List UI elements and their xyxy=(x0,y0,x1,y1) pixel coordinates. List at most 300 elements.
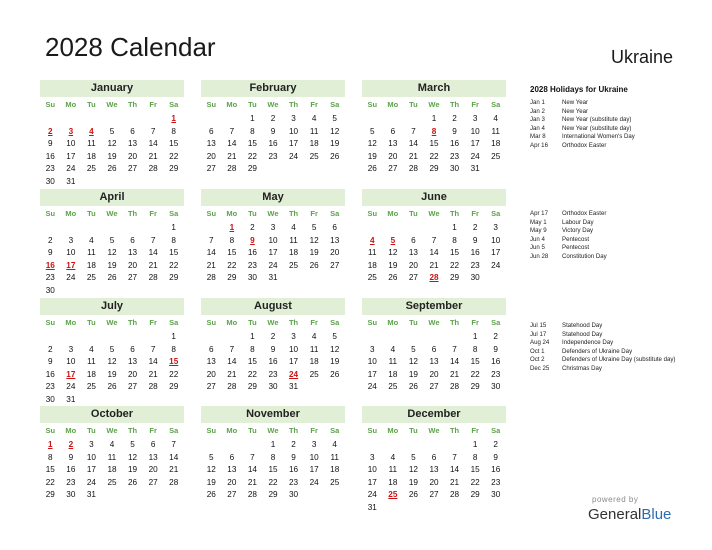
day-cell: 17 xyxy=(66,151,76,161)
day-cell: 9 xyxy=(48,357,53,367)
day-cell: 19 xyxy=(128,465,138,475)
day-cell: 10 xyxy=(66,139,76,149)
day-cell: 6 xyxy=(209,344,214,354)
day-cell: 5 xyxy=(209,452,214,462)
month-header: April xyxy=(40,189,184,206)
day-cell: 18 xyxy=(86,151,96,161)
holiday-day: 2 xyxy=(48,126,53,136)
holiday-name: Constitution Day xyxy=(562,252,607,260)
day-cell: 30 xyxy=(491,490,501,500)
empty-day xyxy=(201,439,222,452)
day-cell: 25 xyxy=(289,260,299,270)
day-cell: 25 xyxy=(309,369,319,379)
day-cell: 27 xyxy=(128,273,138,283)
day-cell: 7 xyxy=(250,452,255,462)
holiday-date: Jul 17 xyxy=(530,330,547,338)
day-cell: 7 xyxy=(150,235,156,245)
holiday-day: 15 xyxy=(169,357,179,367)
day-cell: 6 xyxy=(130,235,135,245)
empty-day xyxy=(81,222,102,235)
day-cell: 19 xyxy=(388,260,398,270)
weekday-label: Sa xyxy=(330,318,340,327)
day-cell: 21 xyxy=(429,260,439,270)
day-cell: 27 xyxy=(206,382,216,392)
holiday-name: New Year (substitute day) xyxy=(562,124,632,132)
holiday-date: Oct 2 xyxy=(530,356,545,364)
day-cell: 7 xyxy=(229,126,235,136)
day-cell: 13 xyxy=(330,235,340,245)
weekday-label: Tu xyxy=(409,209,418,218)
empty-day xyxy=(362,222,383,235)
weekday-label: Tu xyxy=(409,426,418,435)
day-cell: 10 xyxy=(470,126,480,136)
weekday-label: Th xyxy=(127,426,138,435)
day-cell: 20 xyxy=(128,260,138,270)
day-cell: 13 xyxy=(429,465,439,475)
weekday-label: Mo xyxy=(226,100,238,109)
day-cell: 24 xyxy=(66,273,76,283)
day-cell: 26 xyxy=(408,382,418,392)
day-cell: 4 xyxy=(390,452,396,462)
holiday-entry xyxy=(530,219,700,228)
day-cell: 3 xyxy=(493,223,498,232)
weekday-label: Tu xyxy=(87,426,96,435)
day-cell: 1 xyxy=(250,332,255,341)
day-cell: 19 xyxy=(107,151,117,161)
day-cell: 10 xyxy=(309,452,319,462)
month-header: November xyxy=(201,406,345,423)
day-cell: 5 xyxy=(411,452,416,462)
empty-day xyxy=(122,113,143,126)
day-cell: 15 xyxy=(169,248,179,258)
day-cell: 18 xyxy=(86,260,96,270)
day-cell: 15 xyxy=(247,357,257,367)
day-cell: 6 xyxy=(411,235,416,245)
day-cell: 17 xyxy=(289,357,299,367)
holiday-entry xyxy=(530,210,700,219)
holiday-name: Orthodox Easter xyxy=(562,210,607,217)
weekday-label: Fr xyxy=(471,100,479,109)
day-cell: 10 xyxy=(289,344,299,354)
day-cell: 24 xyxy=(66,382,76,392)
day-cell: 27 xyxy=(128,164,138,174)
day-cell: 17 xyxy=(367,477,377,487)
holiday-day: 1 xyxy=(171,114,176,123)
day-cell: 22 xyxy=(268,477,278,487)
day-cell: 18 xyxy=(309,139,319,149)
day-cell: 26 xyxy=(330,151,340,161)
day-cell: 16 xyxy=(45,151,55,161)
brand-logo xyxy=(588,506,671,523)
weekday-label: Tu xyxy=(409,100,418,109)
holiday-name: New Year xyxy=(562,99,589,106)
holiday-date: Dec 25 xyxy=(530,364,550,372)
empty-day xyxy=(40,222,61,235)
day-cell: 22 xyxy=(45,477,55,487)
day-cell: 16 xyxy=(450,139,460,149)
day-cell: 4 xyxy=(89,344,94,354)
empty-day xyxy=(143,222,164,235)
day-cell: 10 xyxy=(66,357,76,367)
day-cell: 7 xyxy=(431,235,437,245)
powered-by-label: powered by xyxy=(592,495,639,504)
holiday-entry xyxy=(530,227,700,236)
empty-day xyxy=(403,331,424,344)
day-cell: 24 xyxy=(86,477,96,487)
weekday-label: Fr xyxy=(471,318,479,327)
weekday-label: We xyxy=(428,209,440,218)
day-cell: 20 xyxy=(148,465,158,475)
holiday-entry xyxy=(530,253,700,262)
weekday-label: Sa xyxy=(491,100,501,109)
day-cell: 26 xyxy=(330,369,340,379)
day-cell: 27 xyxy=(128,382,138,392)
weekday-label: Fr xyxy=(149,426,157,435)
day-cell: 28 xyxy=(247,490,257,500)
holiday-name: Independence Day xyxy=(562,339,614,347)
day-cell: 14 xyxy=(227,139,237,149)
holiday-group xyxy=(530,322,700,374)
day-cell: 6 xyxy=(431,452,437,462)
holiday-day: 3 xyxy=(68,126,74,136)
day-cell: 26 xyxy=(107,273,117,283)
weekday-label: Mo xyxy=(65,100,77,109)
day-cell: 1 xyxy=(171,332,176,341)
day-cell: 28 xyxy=(148,164,158,174)
day-cell: 18 xyxy=(309,357,319,367)
day-cell: 15 xyxy=(470,465,480,475)
day-cell: 17 xyxy=(86,465,96,475)
holiday-day: 24 xyxy=(289,369,299,379)
day-cell: 2 xyxy=(472,223,478,232)
holiday-date: May 1 xyxy=(530,218,547,226)
weekday-label: Fr xyxy=(310,318,318,327)
day-cell: 19 xyxy=(206,477,216,487)
day-cell: 20 xyxy=(388,151,398,161)
day-cell: 25 xyxy=(491,151,501,161)
day-cell: 9 xyxy=(452,126,457,136)
holiday-name: Victory Day xyxy=(562,227,594,235)
holiday-entry xyxy=(530,108,700,117)
day-cell: 12 xyxy=(107,248,117,258)
day-cell: 22 xyxy=(470,369,480,379)
day-cell: 6 xyxy=(130,126,135,136)
day-cell: 2 xyxy=(493,332,498,341)
day-cell: 8 xyxy=(472,452,478,462)
weekday-label: We xyxy=(106,209,118,218)
day-cell: 11 xyxy=(388,465,398,475)
weekday-label: Mo xyxy=(387,209,399,218)
day-cell: 18 xyxy=(491,139,501,149)
holiday-date: Apr 17 xyxy=(530,210,548,217)
day-cell: 3 xyxy=(370,452,375,462)
day-cell: 24 xyxy=(491,260,501,270)
day-cell: 2 xyxy=(250,223,255,232)
day-cell: 7 xyxy=(452,452,457,462)
day-cell: 22 xyxy=(227,260,237,270)
empty-day xyxy=(424,222,445,235)
day-cell: 26 xyxy=(309,260,319,270)
day-cell: 30 xyxy=(45,176,55,186)
weekday-label: Mo xyxy=(226,318,238,327)
day-cell: 13 xyxy=(388,139,398,149)
day-cell: 15 xyxy=(470,357,480,367)
weekday-label: Th xyxy=(288,209,299,218)
day-cell: 17 xyxy=(491,248,501,258)
day-cell: 4 xyxy=(390,344,396,354)
day-cell: 12 xyxy=(107,139,117,149)
day-cell: 4 xyxy=(311,332,317,341)
day-cell: 27 xyxy=(330,260,340,270)
day-cell: 31 xyxy=(367,502,377,512)
day-cell: 24 xyxy=(289,151,299,161)
empty-day xyxy=(201,113,222,126)
day-cell: 9 xyxy=(291,452,296,462)
empty-day xyxy=(403,222,424,235)
day-cell: 2 xyxy=(48,344,53,354)
weekday-label: Mo xyxy=(65,318,77,327)
holiday-name: Pentecost xyxy=(562,235,590,243)
holiday-name: Statehood Day xyxy=(562,322,603,329)
holiday-entry xyxy=(530,133,700,142)
month-september xyxy=(362,298,506,394)
weekday-label: Fr xyxy=(310,100,318,109)
weekday-label: Tu xyxy=(248,209,257,218)
day-cell: 30 xyxy=(491,382,501,392)
day-cell: 17 xyxy=(367,369,377,379)
day-cell: 6 xyxy=(150,440,156,449)
day-cell: 23 xyxy=(247,260,257,270)
day-cell: 9 xyxy=(493,344,498,354)
day-cell: 19 xyxy=(408,369,418,379)
day-cell: 3 xyxy=(311,440,317,449)
holiday-date: Jan 2 xyxy=(530,107,545,115)
day-cell: 28 xyxy=(450,490,460,500)
empty-day xyxy=(242,439,263,452)
day-cell: 7 xyxy=(229,344,235,354)
day-cell: 17 xyxy=(268,248,278,258)
day-cell: 11 xyxy=(87,139,96,149)
day-cell: 1 xyxy=(431,114,437,123)
day-cell: 15 xyxy=(169,139,179,149)
day-cell: 18 xyxy=(388,477,398,487)
empty-day xyxy=(102,113,123,126)
weekday-label: Mo xyxy=(387,100,399,109)
day-cell: 14 xyxy=(450,465,460,475)
day-cell: 9 xyxy=(48,248,53,258)
day-cell: 8 xyxy=(171,126,176,136)
day-cell: 8 xyxy=(171,344,176,354)
weekday-label: Sa xyxy=(491,318,501,327)
day-cell: 8 xyxy=(270,452,276,462)
day-cell: 28 xyxy=(227,382,237,392)
month-august xyxy=(201,298,345,394)
empty-day xyxy=(383,439,404,452)
day-cell: 27 xyxy=(206,164,216,174)
holiday-name: Defenders of Ukraine Day (substitute day) xyxy=(562,356,676,364)
month-october xyxy=(40,406,184,502)
holiday-entry xyxy=(530,331,700,340)
day-cell: 12 xyxy=(408,357,418,367)
day-cell: 11 xyxy=(491,126,500,136)
day-cell: 20 xyxy=(227,477,237,487)
day-cell: 14 xyxy=(247,465,257,475)
day-cell: 15 xyxy=(227,248,237,258)
holiday-entry xyxy=(530,99,700,108)
day-cell: 22 xyxy=(450,260,460,270)
day-cell: 9 xyxy=(270,126,276,136)
weekday-label: Fr xyxy=(149,318,157,327)
day-cell: 7 xyxy=(171,440,176,449)
day-cell: 3 xyxy=(291,114,296,123)
empty-day xyxy=(61,222,82,235)
day-cell: 23 xyxy=(268,369,278,379)
day-cell: 14 xyxy=(148,248,158,258)
day-cell: 6 xyxy=(390,126,396,136)
day-cell: 31 xyxy=(66,176,76,186)
weekday-label: We xyxy=(267,100,279,109)
day-cell: 25 xyxy=(367,273,377,283)
day-cell: 5 xyxy=(370,126,375,136)
day-cell: 12 xyxy=(206,465,216,475)
weekday-label: We xyxy=(428,100,440,109)
day-cell: 30 xyxy=(289,490,299,500)
brand-name-part1: General xyxy=(588,506,642,523)
day-cell: 31 xyxy=(268,273,278,283)
weekday-label: Su xyxy=(45,426,56,435)
empty-day xyxy=(383,222,404,235)
empty-day xyxy=(424,331,445,344)
day-cell: 5 xyxy=(130,440,135,449)
day-cell: 8 xyxy=(48,452,53,462)
day-cell: 12 xyxy=(330,344,340,354)
month-header: March xyxy=(362,80,506,97)
weekday-label: Mo xyxy=(226,209,238,218)
holiday-name: Labour Day xyxy=(562,218,594,226)
day-cell: 18 xyxy=(86,369,96,379)
weekday-label: Sa xyxy=(491,426,501,435)
day-cell: 19 xyxy=(330,357,340,367)
day-cell: 25 xyxy=(86,273,96,283)
empty-day xyxy=(444,439,465,452)
day-cell: 1 xyxy=(472,440,478,449)
weekday-label: Fr xyxy=(471,426,479,435)
day-cell: 14 xyxy=(408,139,418,149)
day-cell: 12 xyxy=(408,465,418,475)
holiday-day: 2 xyxy=(68,440,74,449)
day-cell: 19 xyxy=(408,477,418,487)
day-cell: 4 xyxy=(89,235,94,245)
holiday-day: 28 xyxy=(429,273,439,283)
day-cell: 5 xyxy=(311,223,317,232)
day-cell: 27 xyxy=(429,490,439,500)
day-cell: 23 xyxy=(491,369,501,379)
day-cell: 27 xyxy=(429,382,439,392)
weekday-label: Th xyxy=(449,100,460,109)
day-cell: 26 xyxy=(206,490,216,500)
day-cell: 1 xyxy=(472,332,478,341)
holiday-day: 17 xyxy=(66,369,76,379)
day-cell: 2 xyxy=(270,332,276,341)
empty-day xyxy=(201,222,222,235)
day-cell: 23 xyxy=(268,151,278,161)
weekday-label: Th xyxy=(449,426,460,435)
holiday-entry xyxy=(530,365,700,374)
holiday-entry xyxy=(530,356,700,365)
empty-day xyxy=(61,113,82,126)
day-cell: 11 xyxy=(87,357,96,367)
day-cell: 16 xyxy=(491,465,501,475)
day-cell: 5 xyxy=(109,344,115,354)
weekday-label: Su xyxy=(367,100,378,109)
holiday-entry xyxy=(530,244,700,253)
weekday-label: Su xyxy=(45,318,56,327)
day-cell: 4 xyxy=(311,114,317,123)
day-cell: 29 xyxy=(470,490,480,500)
empty-day xyxy=(201,331,222,344)
day-cell: 3 xyxy=(472,114,478,123)
day-cell: 12 xyxy=(330,126,340,136)
day-cell: 1 xyxy=(270,440,276,449)
day-cell: 23 xyxy=(289,477,299,487)
month-april xyxy=(40,189,184,298)
holiday-name: Pentecost xyxy=(562,244,590,252)
holiday-day: 25 xyxy=(388,490,398,500)
weekday-label: Mo xyxy=(65,209,77,218)
day-cell: 21 xyxy=(148,260,158,270)
weekday-label: We xyxy=(106,318,118,327)
holiday-name: Christmas Day xyxy=(562,364,602,372)
day-cell: 27 xyxy=(227,490,237,500)
day-cell: 30 xyxy=(450,164,460,174)
day-cell: 25 xyxy=(388,382,398,392)
empty-day xyxy=(424,439,445,452)
weekday-label: Fr xyxy=(471,209,479,218)
day-cell: 25 xyxy=(86,164,96,174)
holiday-date: Oct 1 xyxy=(530,347,545,355)
day-cell: 12 xyxy=(128,452,138,462)
day-cell: 26 xyxy=(107,382,117,392)
holiday-date: Jan 3 xyxy=(530,116,545,124)
holiday-day: 4 xyxy=(89,126,94,136)
weekday-label: We xyxy=(106,100,118,109)
day-cell: 21 xyxy=(408,151,418,161)
empty-day xyxy=(143,113,164,126)
day-cell: 10 xyxy=(289,126,299,136)
day-cell: 12 xyxy=(388,248,398,258)
day-cell: 23 xyxy=(450,151,460,161)
weekday-label: Th xyxy=(288,426,299,435)
day-cell: 9 xyxy=(493,452,498,462)
day-cell: 13 xyxy=(128,248,138,258)
day-cell: 24 xyxy=(367,382,377,392)
month-header: May xyxy=(201,189,345,206)
day-cell: 6 xyxy=(209,126,214,136)
day-cell: 10 xyxy=(86,452,96,462)
empty-day xyxy=(222,113,243,126)
day-cell: 7 xyxy=(452,344,457,354)
day-cell: 21 xyxy=(206,260,216,270)
day-cell: 29 xyxy=(45,490,55,500)
month-header: January xyxy=(40,80,184,97)
empty-day xyxy=(102,331,123,344)
holiday-day: 5 xyxy=(390,235,396,245)
day-cell: 20 xyxy=(206,369,216,379)
day-cell: 8 xyxy=(250,126,255,136)
day-cell: 13 xyxy=(128,357,138,367)
day-cell: 14 xyxy=(169,452,179,462)
day-cell: 3 xyxy=(291,332,296,341)
